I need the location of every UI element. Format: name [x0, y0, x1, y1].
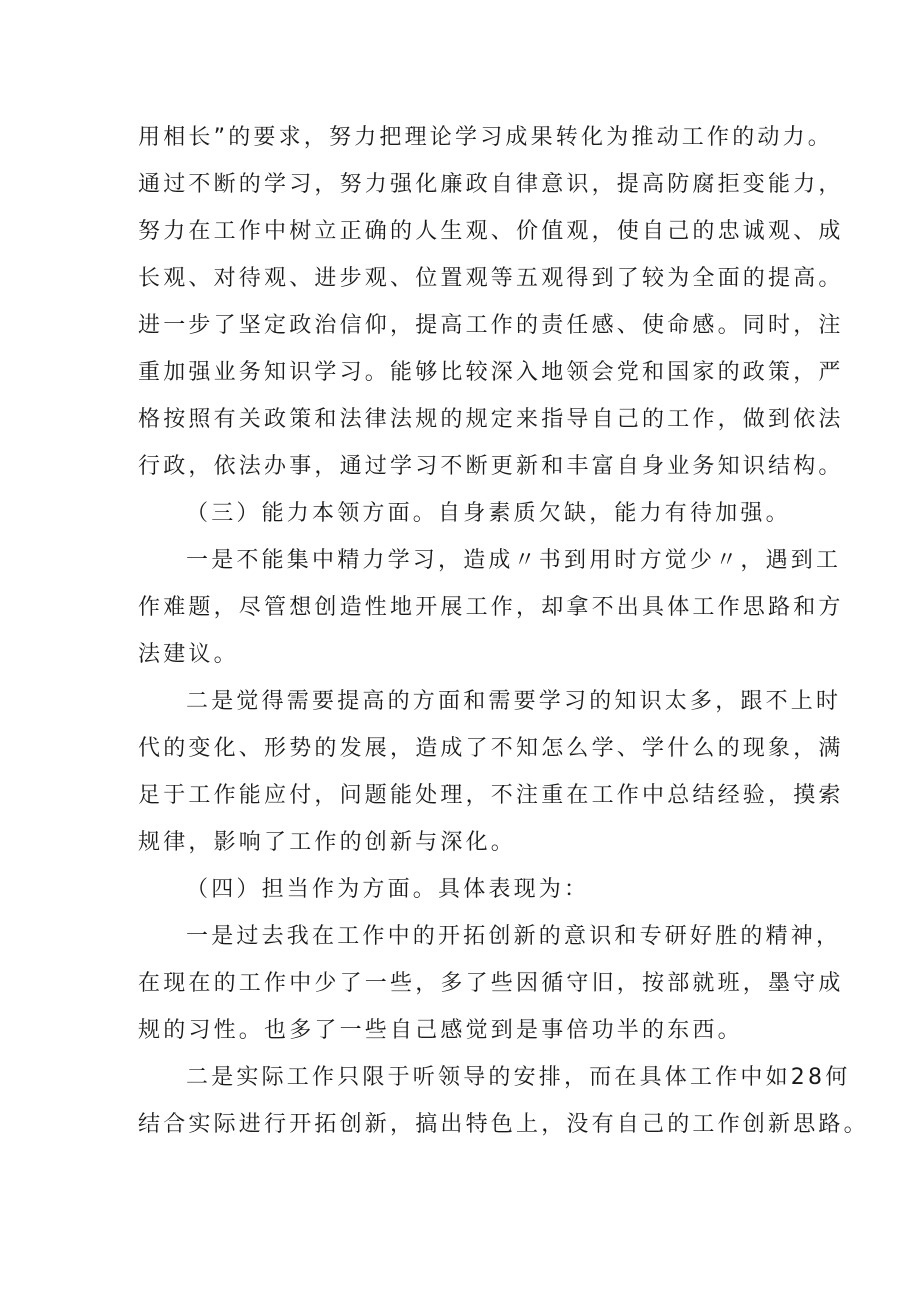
section-heading-4: （四）担当作为方面。具体表现为： [186, 877, 590, 902]
text-line: 作难题，尽管想创造性地开展工作，却拿不出具体工作思路和方 [138, 595, 844, 620]
paragraph-start: 一是不能集中精力学习，造成〃书到用时方觉少〃，遇到工 [186, 548, 842, 573]
paragraph-start: 二是实际工作只限于听领导的安排，而在具体工作中如28何 [186, 1065, 851, 1090]
paragraph-start: 二是觉得需要提高的方面和需要学习的知识太多，跟不上时 [186, 689, 842, 714]
text-line: 代的变化、形势的发展，造成了不知怎么学、学什么的现象，满 [138, 736, 844, 761]
text-line: 行政，依法办事，通过学习不断更新和丰富自身业务知识结构。 [138, 454, 844, 479]
paragraph-start: 一是过去我在工作中的开拓创新的意识和专研好胜的精神， [186, 924, 842, 949]
text-line: 长观、对待观、进步观、位置观等五观得到了较为全面的提高。 [138, 266, 844, 291]
text-line: 结合实际进行开拓创新，搞出特色上，没有自己的工作创新思路。 [138, 1112, 869, 1137]
text-line: 重加强业务知识学习。能够比较深入地领会党和国家的政策，严 [138, 360, 844, 385]
text-line: 努力在工作中树立正确的人生观、价值观，使自己的忠诚观、成 [138, 219, 844, 244]
text-line: 法建议。 [138, 642, 239, 667]
document-body [138, 114, 869, 1148]
text-line: 格按照有关政策和法律法规的规定来指导自己的工作，做到依法 [138, 407, 844, 432]
text-line: 在现在的工作中少了一些，多了些因循守旧，按部就班，墨守成 [138, 971, 844, 996]
text-line: 进一步了坚定政治信仰，提高工作的责任感、使命感。同时，注 [138, 313, 844, 338]
text-line: 足于工作能应付，问题能处理，不注重在工作中总结经验，摸索 [138, 783, 844, 808]
text-line: 通过不断的学习，努力强化廉政自律意识，提高防腐拒变能力， [138, 172, 844, 197]
section-heading-3: （三）能力本领方面。自身素质欠缺，能力有待加强。 [186, 501, 791, 526]
text-line: 规律，影响了工作的创新与深化。 [138, 830, 517, 855]
text-line: 规的习性。也多了一些自己感觉到是事倍功半的东西。 [138, 1018, 743, 1043]
text-line: 用相长”的要求，努力把理论学习成果转化为推动工作的动力。 [138, 125, 833, 150]
